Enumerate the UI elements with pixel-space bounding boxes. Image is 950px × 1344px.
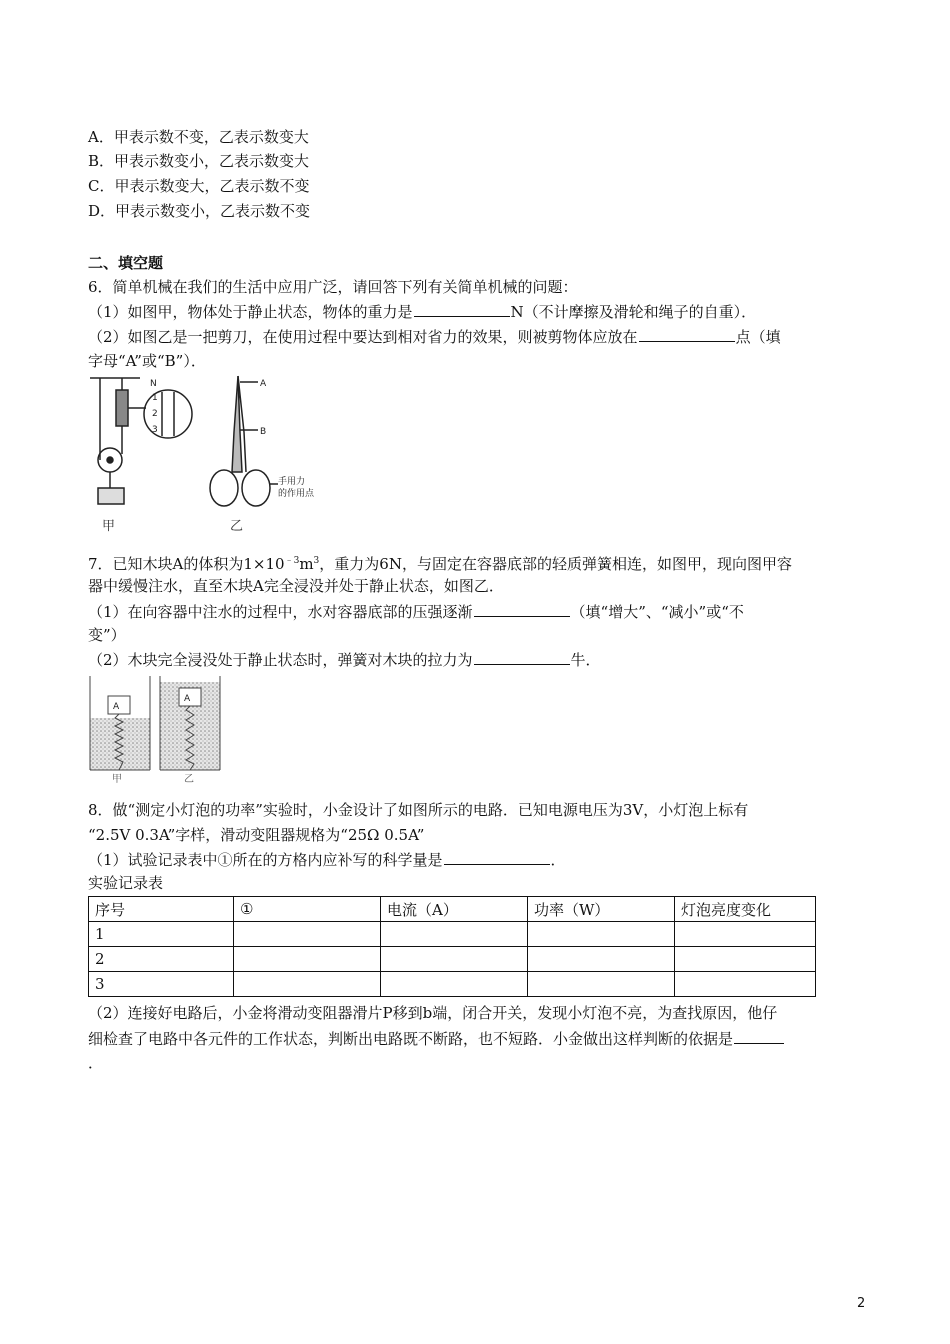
q6-part2: （2）如图乙是一把剪刀，在使用过程中要达到相对省力的效果，则被剪物体应放在 点（填: [88, 325, 781, 348]
page-number: 2: [857, 1296, 866, 1311]
table-header-cell: 功率（W）: [528, 897, 675, 922]
option-c: C．甲表示数变大，乙表示数不变: [88, 177, 310, 195]
answer-blank[interactable]: [414, 300, 510, 317]
fig-label-jia: 甲: [112, 774, 122, 784]
q7-part1-cont: 变”）: [88, 626, 126, 644]
table-header-cell: 电流（A）: [381, 897, 528, 922]
fig-scale-3: 3: [152, 425, 158, 435]
table-cell[interactable]: [234, 947, 381, 972]
table-cell[interactable]: [234, 922, 381, 947]
answer-blank[interactable]: [444, 848, 550, 865]
q7-line2: 器中缓慢注水，直至木块A完全浸没并处于静止状态，如图乙．: [88, 577, 504, 595]
scissors-diagram: [210, 376, 278, 506]
table-cell: 2: [89, 947, 234, 972]
fig-note-2: 的作用点: [278, 489, 315, 499]
answer-blank[interactable]: [639, 325, 735, 342]
fig-point-b: B: [260, 427, 267, 437]
fig-label-yi: 乙: [230, 519, 244, 534]
fig-label-jia: 甲: [102, 519, 116, 534]
experiment-record-table: [88, 896, 816, 997]
table-cell[interactable]: [528, 922, 675, 947]
container-jia: [90, 676, 150, 770]
q7-line1: 7．已知木块A的体积为$1\times 10^{﹣3}m^3$，重力为6N，与固定在容器底部的轻质弹簧相连，如图甲，现向图甲容: [88, 555, 792, 573]
table-cell[interactable]: [528, 947, 675, 972]
fig-block-a-yi: A: [184, 694, 191, 704]
table-cell[interactable]: [675, 947, 816, 972]
table-header-cell: 序号: [89, 897, 234, 922]
table-cell[interactable]: [381, 947, 528, 972]
q8-line2: “2.5V 0.3A”字样，滑动变阻器规格为“25Ω 0.5A”: [88, 826, 425, 844]
table-row: [89, 922, 816, 947]
table-cell[interactable]: [381, 922, 528, 947]
table-header-row: [89, 897, 816, 922]
pulley-diagram: [90, 378, 192, 504]
option-a: A．甲表示数不变，乙表示数变大: [88, 128, 309, 146]
fig-point-a: A: [260, 379, 267, 389]
q6-stem: 6．简单机械在我们的生活中应用广泛，请回答下列有关简单机械的问题：: [88, 278, 578, 296]
table-cell[interactable]: [381, 972, 528, 997]
table-row: [89, 947, 816, 972]
table-caption: 实验记录表: [88, 874, 164, 892]
q7-figure: [88, 674, 224, 784]
table-cell: 3: [89, 972, 234, 997]
table-cell[interactable]: [675, 972, 816, 997]
answer-blank[interactable]: [474, 648, 570, 665]
option-b: B．甲表示数变小，乙表示数变大: [88, 152, 310, 170]
q6-figure: [88, 372, 328, 538]
table-cell[interactable]: [675, 922, 816, 947]
option-d: D．甲表示数变小，乙表示数不变: [88, 202, 311, 220]
q8-line1: 8．做“测定小灯泡的功率”实验时，小金设计了如图所示的电路．已知电源电压为3V，小灯泡上标有: [88, 801, 749, 819]
q8-part1: （1）试验记录表中①所在的方格内应补写的科学量是 ．: [88, 848, 566, 871]
fig-note-1: 手用力: [278, 477, 306, 487]
q6-part2-cont: 字母“A”或“B”）．: [88, 352, 206, 370]
q8-part2: （2）连接好电路后，小金将滑动变阻器滑片P移到b端，闭合开关，发现小灯泡不亮，为查找原因，他仔: [88, 1004, 778, 1022]
table-header-cell: 灯泡亮度变化: [675, 897, 816, 922]
answer-blank[interactable]: [734, 1027, 784, 1044]
table-cell: 1: [89, 922, 234, 947]
container-yi: [160, 676, 220, 770]
fig-label-yi: 乙: [184, 774, 194, 784]
table-cell[interactable]: [528, 972, 675, 997]
fig-scale-1: 1: [152, 393, 158, 403]
answer-blank[interactable]: [474, 600, 570, 617]
q8-part2-cont: 细检查了电路中各元件的工作状态，判断出电路既不断路，也不短路．小金做出这样判断的依据是: [88, 1027, 785, 1050]
fig-block-a-jia: A: [113, 702, 120, 712]
fig-scale-2: 2: [152, 409, 158, 419]
table-header-cell: ①: [234, 897, 381, 922]
q7-part1: （1）在向容器中注水的过程中，水对容器底部的压强逐渐 （填“增大”、“减小”或“不: [88, 600, 744, 623]
fig-n-label: N: [150, 379, 157, 389]
q7-part2: （2）木块完全浸没处于静止状态时，弹簧对木块的拉力为 牛．: [88, 648, 601, 671]
section-title: 二、填空题: [88, 254, 164, 272]
q8-part2-end: ．: [88, 1054, 104, 1072]
table-cell[interactable]: [234, 972, 381, 997]
table-row: [89, 972, 816, 997]
q6-part1: （1）如图甲，物体处于静止状态，物体的重力是 N（不计摩擦及滑轮和绳子的自重）．: [88, 300, 756, 323]
